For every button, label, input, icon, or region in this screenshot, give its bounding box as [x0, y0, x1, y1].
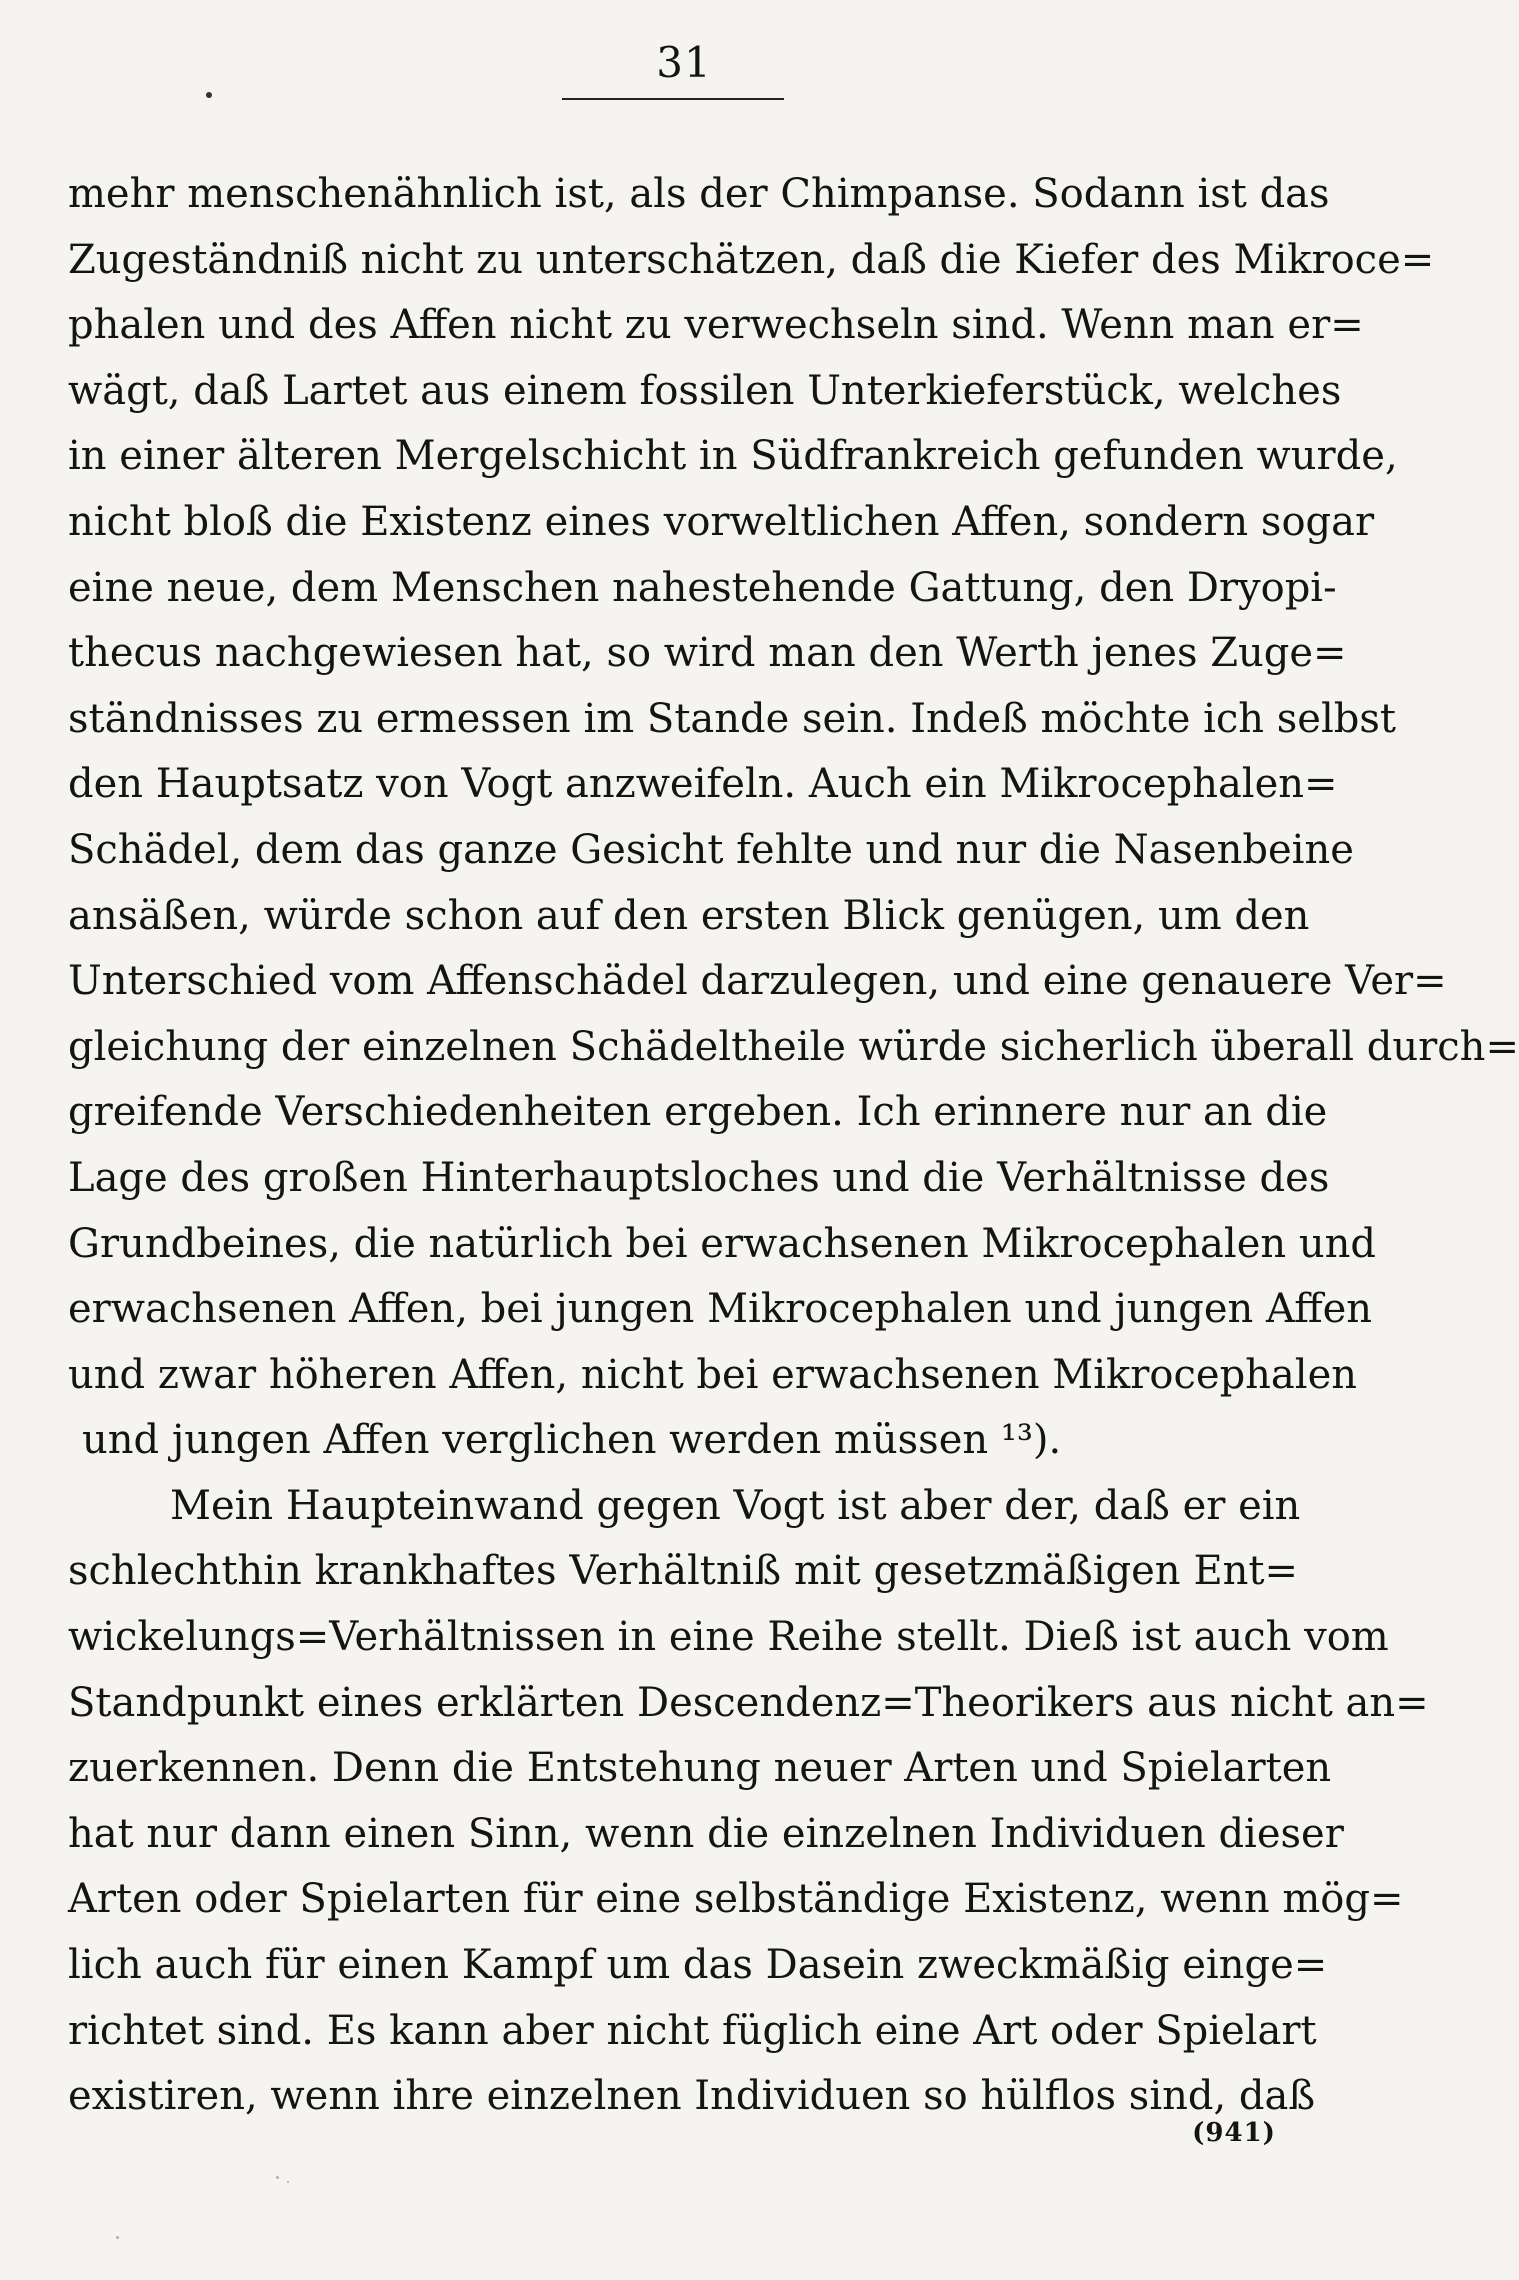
text-line: greifende Verschiedenheiten ergeben. Ich erinnere nur an die	[68, 1089, 1328, 1136]
text-line: Schädel, dem das ganze Gesicht fehlte und nur die Nasenbeine	[68, 826, 1354, 873]
text-line: Standpunkt eines erklärten Descendenz=Theorikers aus nicht an=	[68, 1679, 1429, 1726]
header-rule	[562, 98, 784, 100]
text-line: Grundbeines, die natürlich bei erwachsenen Mikrocephalen und	[68, 1220, 1376, 1267]
text-line: nicht bloß die Existenz eines vorweltlichen Affen, sondern sogar	[68, 498, 1375, 545]
text-line: existiren, wenn ihre einzelnen Individuen so hülflos sind, daß	[68, 2073, 1316, 2120]
text-line: mehr menschenähnlich ist, als der Chimpanse. Sodann ist das	[68, 171, 1330, 217]
text-line: erwachsenen Affen, bei jungen Mikrocephalen und jungen Affen	[68, 1286, 1373, 1333]
text-line: Arten oder Spielarten für eine selbständige Existenz, wenn mög=	[68, 1876, 1404, 1923]
text-line: hat nur dann einen Sinn, wenn die einzelnen Individuen dieser	[68, 1810, 1344, 1857]
paragraph-first-line: Mein Haupteinwand gegen Vogt ist aber der, daß er ein	[170, 1482, 1301, 1529]
print-speck	[287, 2181, 289, 2183]
text-line: wickelungs=Verhältnissen in eine Reihe stellt. Dieß ist auch vom	[68, 1614, 1389, 1661]
text-line: und zwar höheren Affen, nicht bei erwachsenen Mikrocephalen	[68, 1351, 1358, 1398]
text-line: gleichung der einzelnen Schädeltheile würde sicherlich überall durch=	[68, 1023, 1519, 1070]
text-line: eine neue, dem Menschen nahestehende Gattung, den Dryopi-	[68, 564, 1337, 611]
text-line: ständnisses zu ermessen im Stande sein. Indeß möchte ich selbst	[68, 695, 1396, 742]
print-speck	[276, 2176, 279, 2179]
text-line: Lage des großen Hinterhauptsloches und die Verhältnisse des	[68, 1154, 1330, 1201]
text-line: lich auch für einen Kampf um das Dasein zweckmäßig einge=	[68, 1942, 1328, 1989]
page-number: 31	[656, 38, 712, 87]
printer-signature: (941)	[1192, 2118, 1276, 2148]
print-speck	[116, 2236, 119, 2239]
text-line: phalen und des Affen nicht zu verwechseln sind. Wenn man er=	[68, 302, 1364, 349]
text-line: richtet sind. Es kann aber nicht füglich eine Art oder Spielart	[68, 2007, 1317, 2054]
print-speck	[206, 92, 212, 98]
text-line: thecus nachgewiesen hat, so wird man den Werth jenes Zuge=	[68, 630, 1347, 677]
text-line: schlechthin krankhaftes Verhältniß mit gesetzmäßigen Ent=	[68, 1548, 1298, 1595]
text-line: und jungen Affen verglichen werden müssen ¹³).	[82, 1417, 1062, 1464]
text-line: wägt, daß Lartet aus einem fossilen Unterkieferstück, welches	[68, 367, 1342, 414]
text-line: in einer älteren Mergelschicht in Südfrankreich gefunden wurde,	[68, 433, 1398, 480]
text-line: ansäßen, würde schon auf den ersten Blick genügen, um den	[68, 892, 1310, 939]
body-text	[68, 162, 1519, 2130]
text-line: zuerkennen. Denn die Entstehung neuer Arten und Spielarten	[68, 1745, 1332, 1792]
text-line: Unterschied vom Affenschädel darzulegen, und eine genauere Ver=	[68, 958, 1447, 1005]
text-line: den Hauptsatz von Vogt anzweifeln. Auch ein Mikrocephalen=	[68, 761, 1338, 808]
text-line: Zugeständniß nicht zu unterschätzen, daß die Kiefer des Mikroce=	[68, 236, 1435, 283]
